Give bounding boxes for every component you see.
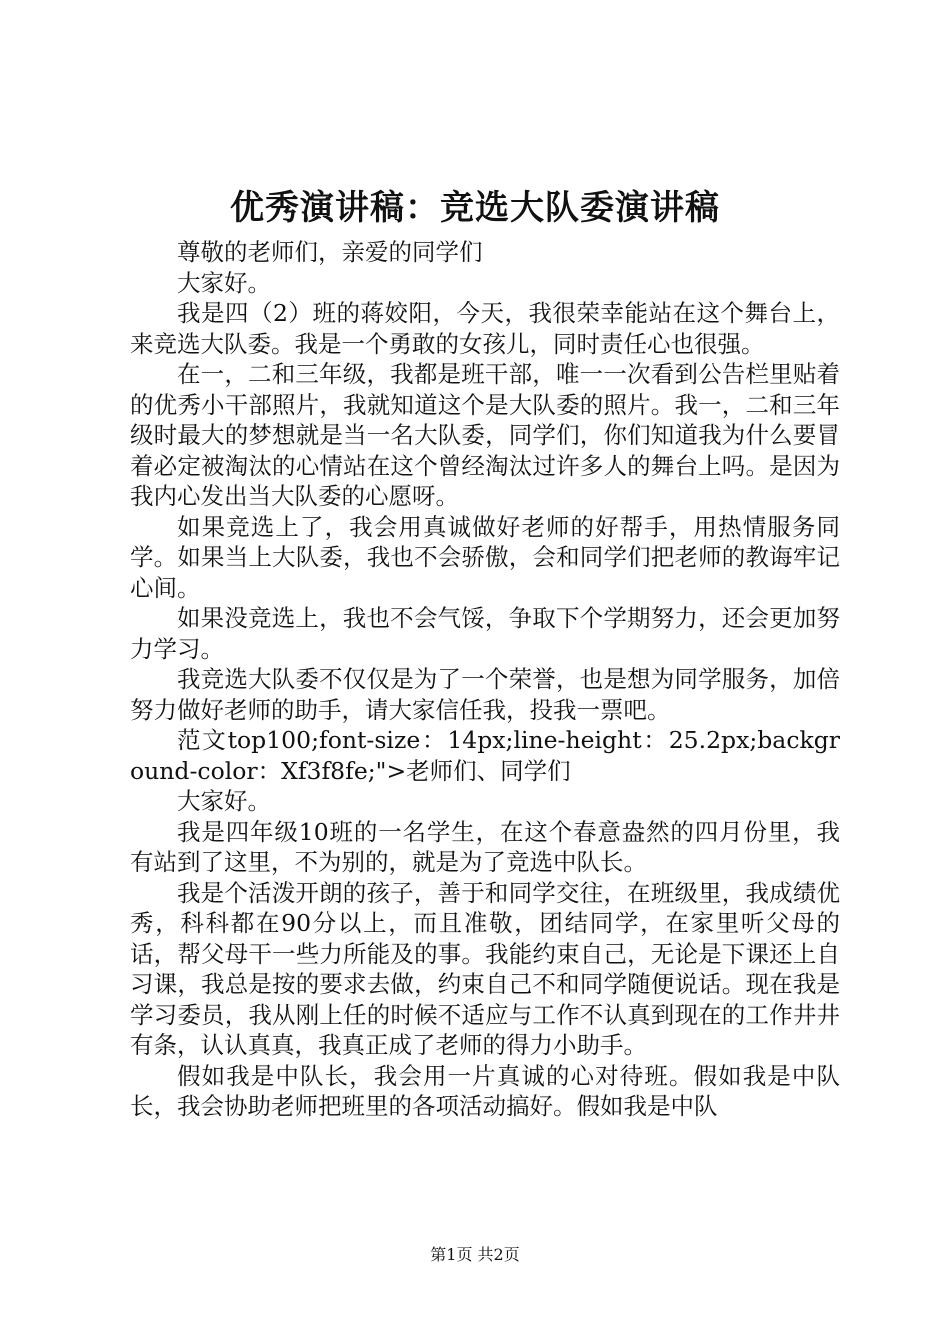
page-number-footer: 第1页 共2页 [430, 1245, 520, 1264]
paragraph-second-hello: 大家好。 [177, 787, 271, 815]
paragraph-hello: 大家好。 [177, 268, 271, 297]
paragraph-self-description: 我是个活泼开朗的孩子，善于和同学交往，在班级里，我成绩优秀，科科都在90分以上，而且准敬，团结同学，在家里听父母的话，帮父母干一些力所能及的事。我能约束自己，无论是下课还上自习课，我总是按的要求去做，约束自己不和同学随便说话。现在我是学习委员，我从刚上任的时候不适应与工作不认真到现在的工作井井有条，认认真真，我真正成了老师的得力小助手。 [130, 878, 840, 1059]
paragraph-if-elected: 如果竞选上了，我会用真诚做好老师的好帮手，用热情服务同学。如果当上大队委，我也不会骄傲，会和同学们把老师的教诲牢记心间。 [130, 512, 840, 602]
document-body [130, 237, 840, 1122]
paragraph-second-intro: 我是四年级10班的一名学生，在这个春意盎然的四月份里，我有站到了这里，不为别的，就是为了竞选中队长。 [130, 817, 840, 876]
paragraph-intro: 我是四（2）班的蒋姣阳，今天，我很荣幸能站在这个舞台上，来竞选大队委。我是一个勇敢的女孩儿，同时责任心也很强。 [130, 299, 840, 358]
paragraph-if-not-elected: 如果没竞选上，我也不会气馁，争取下个学期努力，还会更加努力学习。 [130, 604, 840, 663]
document-title: 优秀演讲稿：竞选大队委演讲稿 [230, 188, 720, 228]
paragraph-pledge: 假如我是中队长，我会用一片真诚的心对待班。假如我是中队长，我会协助老师把班里的各项活动搞好。假如我是中队 [130, 1061, 840, 1120]
paragraph-greeting: 尊敬的老师们，亲爱的同学们 [177, 238, 483, 266]
paragraph-dream: 在一，二和三年级，我都是班干部，唯一一次看到公告栏里贴着的优秀小干部照片，我就知道这个是大队委的照片。我一，二和三年级时最大的梦想就是当一名大队委，同学们，你们知道我为什么要冒着必定被淘汰的心情站在这个曾经淘汰过许多人的舞台上吗。是因为我内心发出当大队委的心愿呀。 [130, 360, 840, 510]
paragraph-second-greeting: 范文top100;font-size：14px;line-height：25.2px;background-color：Xf3f8fe;">老师们、同学们 [130, 726, 840, 785]
paragraph-closing: 我竞选大队委不仅仅是为了一个荣誉，也是想为同学服务，加倍努力做好老师的助手，请大家信任我，投我一票吧。 [130, 665, 840, 724]
